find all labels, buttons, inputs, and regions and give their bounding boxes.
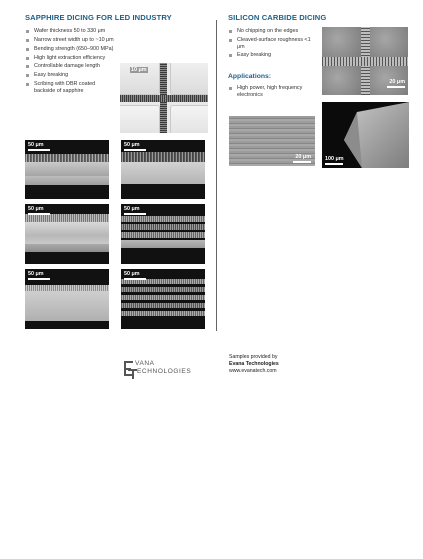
sapphire-bullet-list <box>25 28 117 97</box>
list-item: High light extraction efficiency <box>25 55 117 62</box>
sic-corner-micrograph <box>322 102 409 168</box>
sapphire-cross-micrograph <box>120 63 208 133</box>
sic-edge-micrograph <box>229 116 315 166</box>
die-tile <box>170 105 208 133</box>
die-quadrant <box>370 27 408 57</box>
sem-band <box>121 240 205 248</box>
column-divider <box>216 20 217 331</box>
die-quadrant <box>322 27 361 57</box>
sem-image-6 <box>121 269 205 329</box>
list-item: High power, high frequency electronics <box>228 85 316 99</box>
list-item: Bending strength (650–900 MPa) <box>25 46 117 53</box>
die-tile <box>120 105 160 133</box>
applications-list <box>228 85 316 101</box>
sapphire-dicing-title: SAPPHIRE DICING FOR LED INDUSTRY <box>25 13 172 22</box>
die-tile <box>170 63 208 95</box>
sem-band <box>25 214 109 222</box>
sem-image-3 <box>25 204 109 264</box>
scale-label: 50 μm <box>124 271 140 277</box>
sem-band <box>25 162 109 176</box>
sem-band <box>25 291 109 321</box>
list-item: Controllable damage length <box>25 63 117 70</box>
scale-label: 100 μm <box>325 156 344 162</box>
logo-line-1: VANA <box>135 360 155 367</box>
list-item: Easy breaking <box>25 72 117 79</box>
scale-bar <box>28 271 50 280</box>
samples-line-3: www.evanatech.com <box>229 368 277 375</box>
sem-band <box>25 154 109 162</box>
samples-credit <box>229 354 279 375</box>
sem-band <box>25 222 109 244</box>
scale-bar <box>130 67 148 73</box>
die-quadrant <box>322 66 361 95</box>
scale-label: 50 μm <box>28 142 44 148</box>
scale-label: 10 μm <box>131 67 147 73</box>
sem-band <box>121 303 205 308</box>
sem-band <box>121 279 205 284</box>
scale-label: 50 μm <box>124 206 140 212</box>
sem-band <box>121 152 205 162</box>
sem-image-4 <box>121 204 205 264</box>
scale-bar <box>124 206 146 215</box>
sem-image-1 <box>25 140 109 199</box>
scale-label: 50 μm <box>28 271 44 277</box>
list-item: Narrow street width up to ~10 μm <box>25 37 117 44</box>
sem-band <box>25 244 109 252</box>
scale-bar <box>28 206 50 215</box>
sem-band <box>121 295 205 300</box>
sem-band <box>121 224 205 230</box>
sem-image-2 <box>121 140 205 199</box>
sem-band <box>121 232 205 238</box>
scale-bar <box>387 79 405 88</box>
logo-line-2: ECHNOLOGIES <box>137 368 192 375</box>
list-item: Scribing with DBR coated backside of sapphire <box>25 81 117 95</box>
list-item: Wafer thickness 50 to 330 μm <box>25 28 117 35</box>
sem-band <box>121 311 205 316</box>
scale-bar <box>293 154 311 163</box>
silicon-carbide-title: SILICON CARBIDE DICING <box>228 13 327 22</box>
sem-band <box>121 162 205 184</box>
applications-heading: Applications: <box>228 73 272 80</box>
sem-image-5 <box>25 269 109 329</box>
list-item: Cleaved-surface roughness <1 μm <box>228 37 316 51</box>
sem-band <box>121 287 205 292</box>
sem-band <box>25 176 109 185</box>
sem-band <box>121 216 205 222</box>
scribe-street-horizontal <box>120 95 208 102</box>
samples-line-2: Evana Technologies <box>229 361 279 368</box>
scale-label: 20 μm <box>295 154 311 160</box>
scale-bar <box>325 156 344 165</box>
scribe-street-horizontal <box>322 57 408 66</box>
list-item: Easy breaking <box>228 52 316 59</box>
list-item: No chipping on the edges <box>228 28 316 35</box>
scale-label: 50 μm <box>28 206 44 212</box>
sic-cross-micrograph <box>322 27 408 95</box>
scale-bar <box>124 142 146 151</box>
scale-label: 20 μm <box>389 79 405 85</box>
samples-line-1: Samples provided by <box>229 354 278 360</box>
evana-logo <box>124 360 206 385</box>
scale-bar <box>28 142 50 151</box>
sic-bullet-list <box>228 28 316 61</box>
scale-label: 50 μm <box>124 142 140 148</box>
scale-bar <box>124 271 146 280</box>
